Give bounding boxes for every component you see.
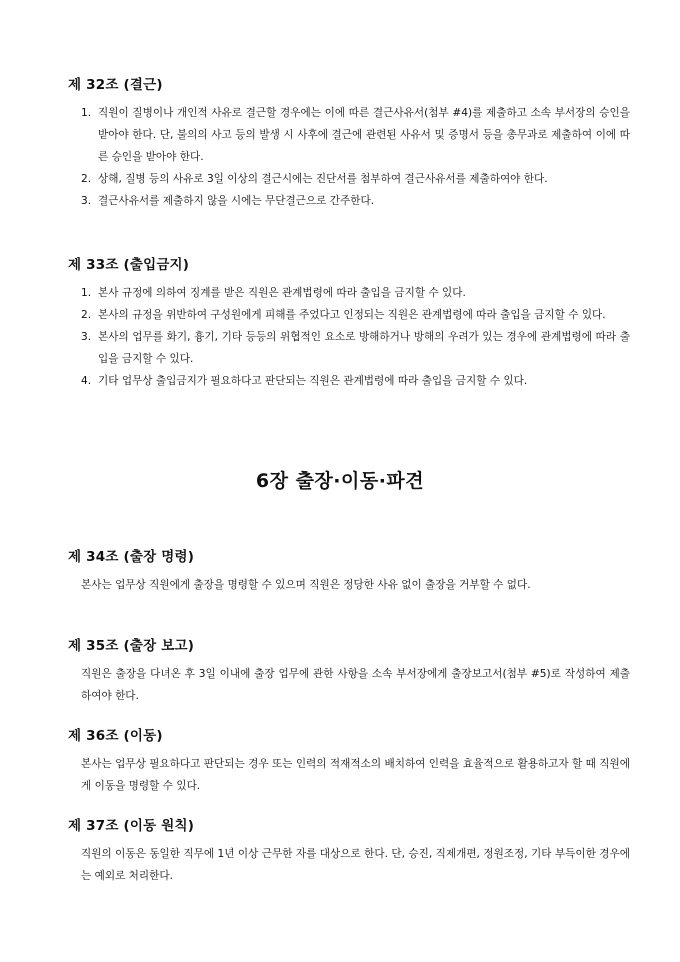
item-number: 4.: [81, 375, 92, 387]
item-number: 1.: [81, 107, 92, 119]
article-35: [68, 637, 630, 707]
article-text: 직원의 이동은 동일한 직무에 1년 이상 근무한 자를 대상으로 한다. 단, 승진, 직제개편, 정원조정, 기타 부득이한 경우에는 예외로 처리한다.: [81, 848, 630, 882]
item-text: 기타 업무상 출입금지가 필요하다고 판단되는 직원은 관계법령에 따라 출입을 금지할 수 있다.: [98, 375, 528, 387]
list-item: [68, 304, 630, 326]
chapter-heading: 6장 출장·이동·파견: [255, 470, 425, 492]
item-number: 2.: [81, 173, 92, 185]
list-item: [68, 102, 630, 168]
article-title: 제 33조 (출입금지): [68, 257, 190, 273]
item-number: 1.: [81, 287, 92, 299]
article-32: [68, 76, 630, 212]
article-37: [68, 817, 630, 887]
article-items: [68, 102, 630, 212]
article-text: 본사는 업무상 직원에게 출장을 명령할 수 있으며 직원은 정당한 사유 없이 출장을 거부할 수 없다.: [81, 579, 531, 591]
article-title: 제 36조 (이동): [68, 728, 163, 744]
article-title: 제 32조 (결근): [68, 77, 163, 93]
article-33: [68, 256, 630, 392]
list-item: [68, 190, 630, 212]
article-text: 직원은 출장을 다녀온 후 3일 이내에 출장 업무에 관한 사항을 소속 부서장에게 출장보고서(첨부 #5)로 작성하여 제출하여야 한다.: [81, 668, 631, 702]
item-text: 상해, 질병 등의 사유로 3일 이상의 결근시에는 진단서를 첨부하여 결근사유서를 제출하여야 한다.: [98, 173, 548, 185]
item-number: 2.: [81, 309, 92, 321]
item-number: 3.: [81, 331, 92, 343]
item-text: 본사의 업무를 화기, 흉기, 기타 등등의 위협적인 요소로 방해하거나 방해의 우려가 있는 경우에 관계법령에 따라 출입을 금지할 수 있다.: [98, 331, 630, 365]
article-34: [68, 548, 630, 596]
item-text: 본사의 규정을 위반하여 구성원에게 피해를 주었다고 인정되는 직원은 관계법령에 따라 출입을 금지할 수 있다.: [98, 309, 606, 321]
item-text: 직원이 질병이나 개인적 사유로 결근할 경우에는 이에 따른 결근사유서(첨부 #4)를 제출하고 소속 부서장의 승인을 받아야 한다. 단, 불의의 사고 등의 발생 시 사후에 결근에 관련된 사유서 및 증명서 등을 총무과로 제출하여 이에 따른 승인을 받아야 한다.: [98, 107, 630, 163]
article-title: 제 37조 (이동 원칙): [68, 818, 195, 834]
item-text: 결근사유서를 제출하지 않을 시에는 무단결근으로 간주한다.: [98, 195, 375, 207]
article-title: 제 34조 (출장 명령): [68, 549, 195, 565]
article-36: [68, 727, 630, 797]
article-text: 본사는 업무상 필요하다고 판단되는 경우 또는 인력의 적재적소의 배치하여 인력을 효율적으로 활용하고자 할 때 직원에게 이동을 명령할 수 있다.: [81, 758, 630, 792]
list-item: [68, 326, 630, 370]
article-items: [68, 282, 630, 392]
list-item: [68, 168, 630, 190]
list-item: [68, 282, 630, 304]
item-text: 본사 규정에 의하여 징계를 받은 직원은 관계법령에 따라 출입을 금지할 수 있다.: [98, 287, 466, 299]
list-item: [68, 370, 630, 392]
item-number: 3.: [81, 195, 92, 207]
article-title: 제 35조 (출장 보고): [68, 638, 195, 654]
